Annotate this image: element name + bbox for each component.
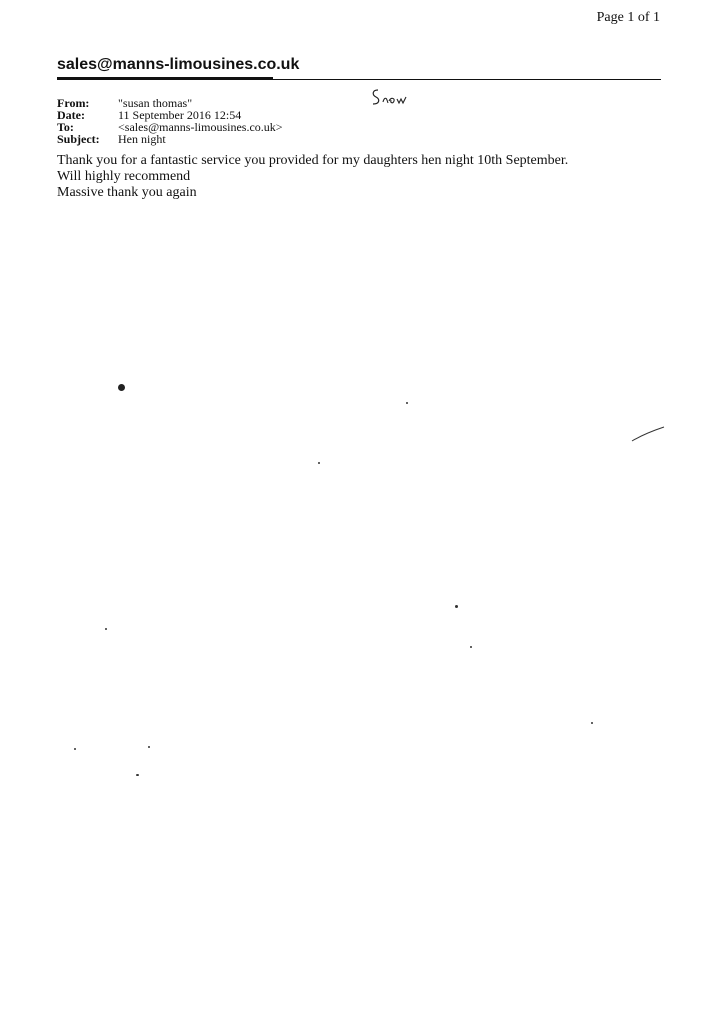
email-headers (57, 97, 283, 145)
scan-speck (318, 462, 320, 464)
header-divider (57, 79, 661, 80)
header-value-subject: Hen night (118, 132, 166, 146)
scan-speck (118, 384, 125, 391)
body-line: Thank you for a fantastic service you provided for my daughters hen night 10th September. (57, 153, 569, 168)
scan-speck (591, 722, 593, 724)
header-label: From: (57, 96, 90, 110)
header-value-date: 11 September 2016 12:54 (118, 108, 242, 122)
header-row-subject (57, 133, 283, 145)
scan-speck (105, 628, 107, 630)
body-line: Massive thank you again (57, 185, 197, 200)
scan-speck (136, 774, 139, 776)
header-label: Subject: (57, 132, 100, 146)
scan-speck (406, 402, 408, 404)
header-label: To: (57, 120, 74, 134)
header-label: Date: (57, 108, 85, 122)
header-value-to: <sales@manns-limousines.co.uk> (118, 120, 283, 134)
scan-stroke-mark (630, 425, 666, 445)
email-body (57, 153, 568, 201)
page-number: Page 1 of 1 (596, 10, 660, 25)
scan-speck (148, 746, 150, 748)
header-value-from: "susan thomas" (118, 96, 193, 110)
scan-speck (470, 646, 472, 648)
scan-speck (74, 748, 76, 750)
account-email-heading: sales@manns-limousines.co.uk (57, 56, 300, 73)
body-line: Will highly recommend (57, 169, 191, 184)
scan-speck (455, 605, 458, 608)
handwritten-annotation (369, 86, 429, 110)
